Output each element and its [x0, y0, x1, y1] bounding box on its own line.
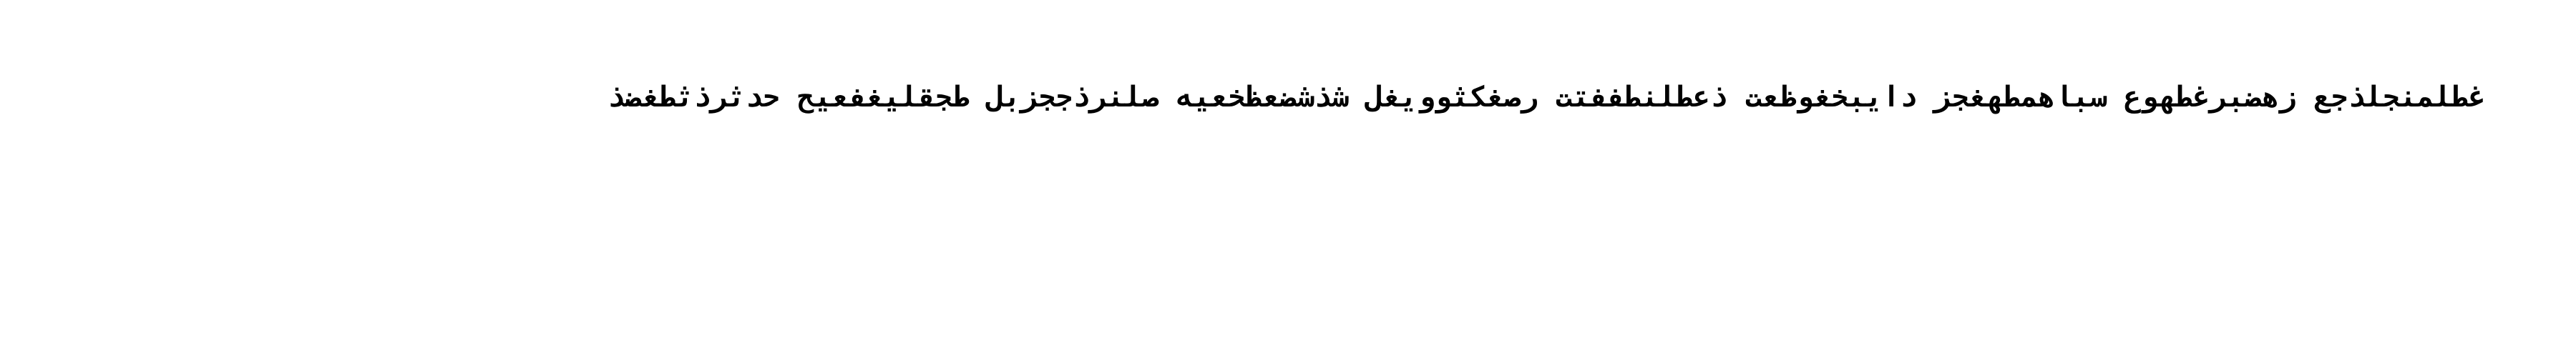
- arabic-text-line: غطلمنجلذجع زهضبرغطهوع سباهمطهغجز دايبخغوظعت ذعطلنطففتت رصغكثوويغل شذشضعظخعيه صلنرذججزبل طجقليغفعيح حدثرذثطغضذ: [608, 81, 2486, 114]
